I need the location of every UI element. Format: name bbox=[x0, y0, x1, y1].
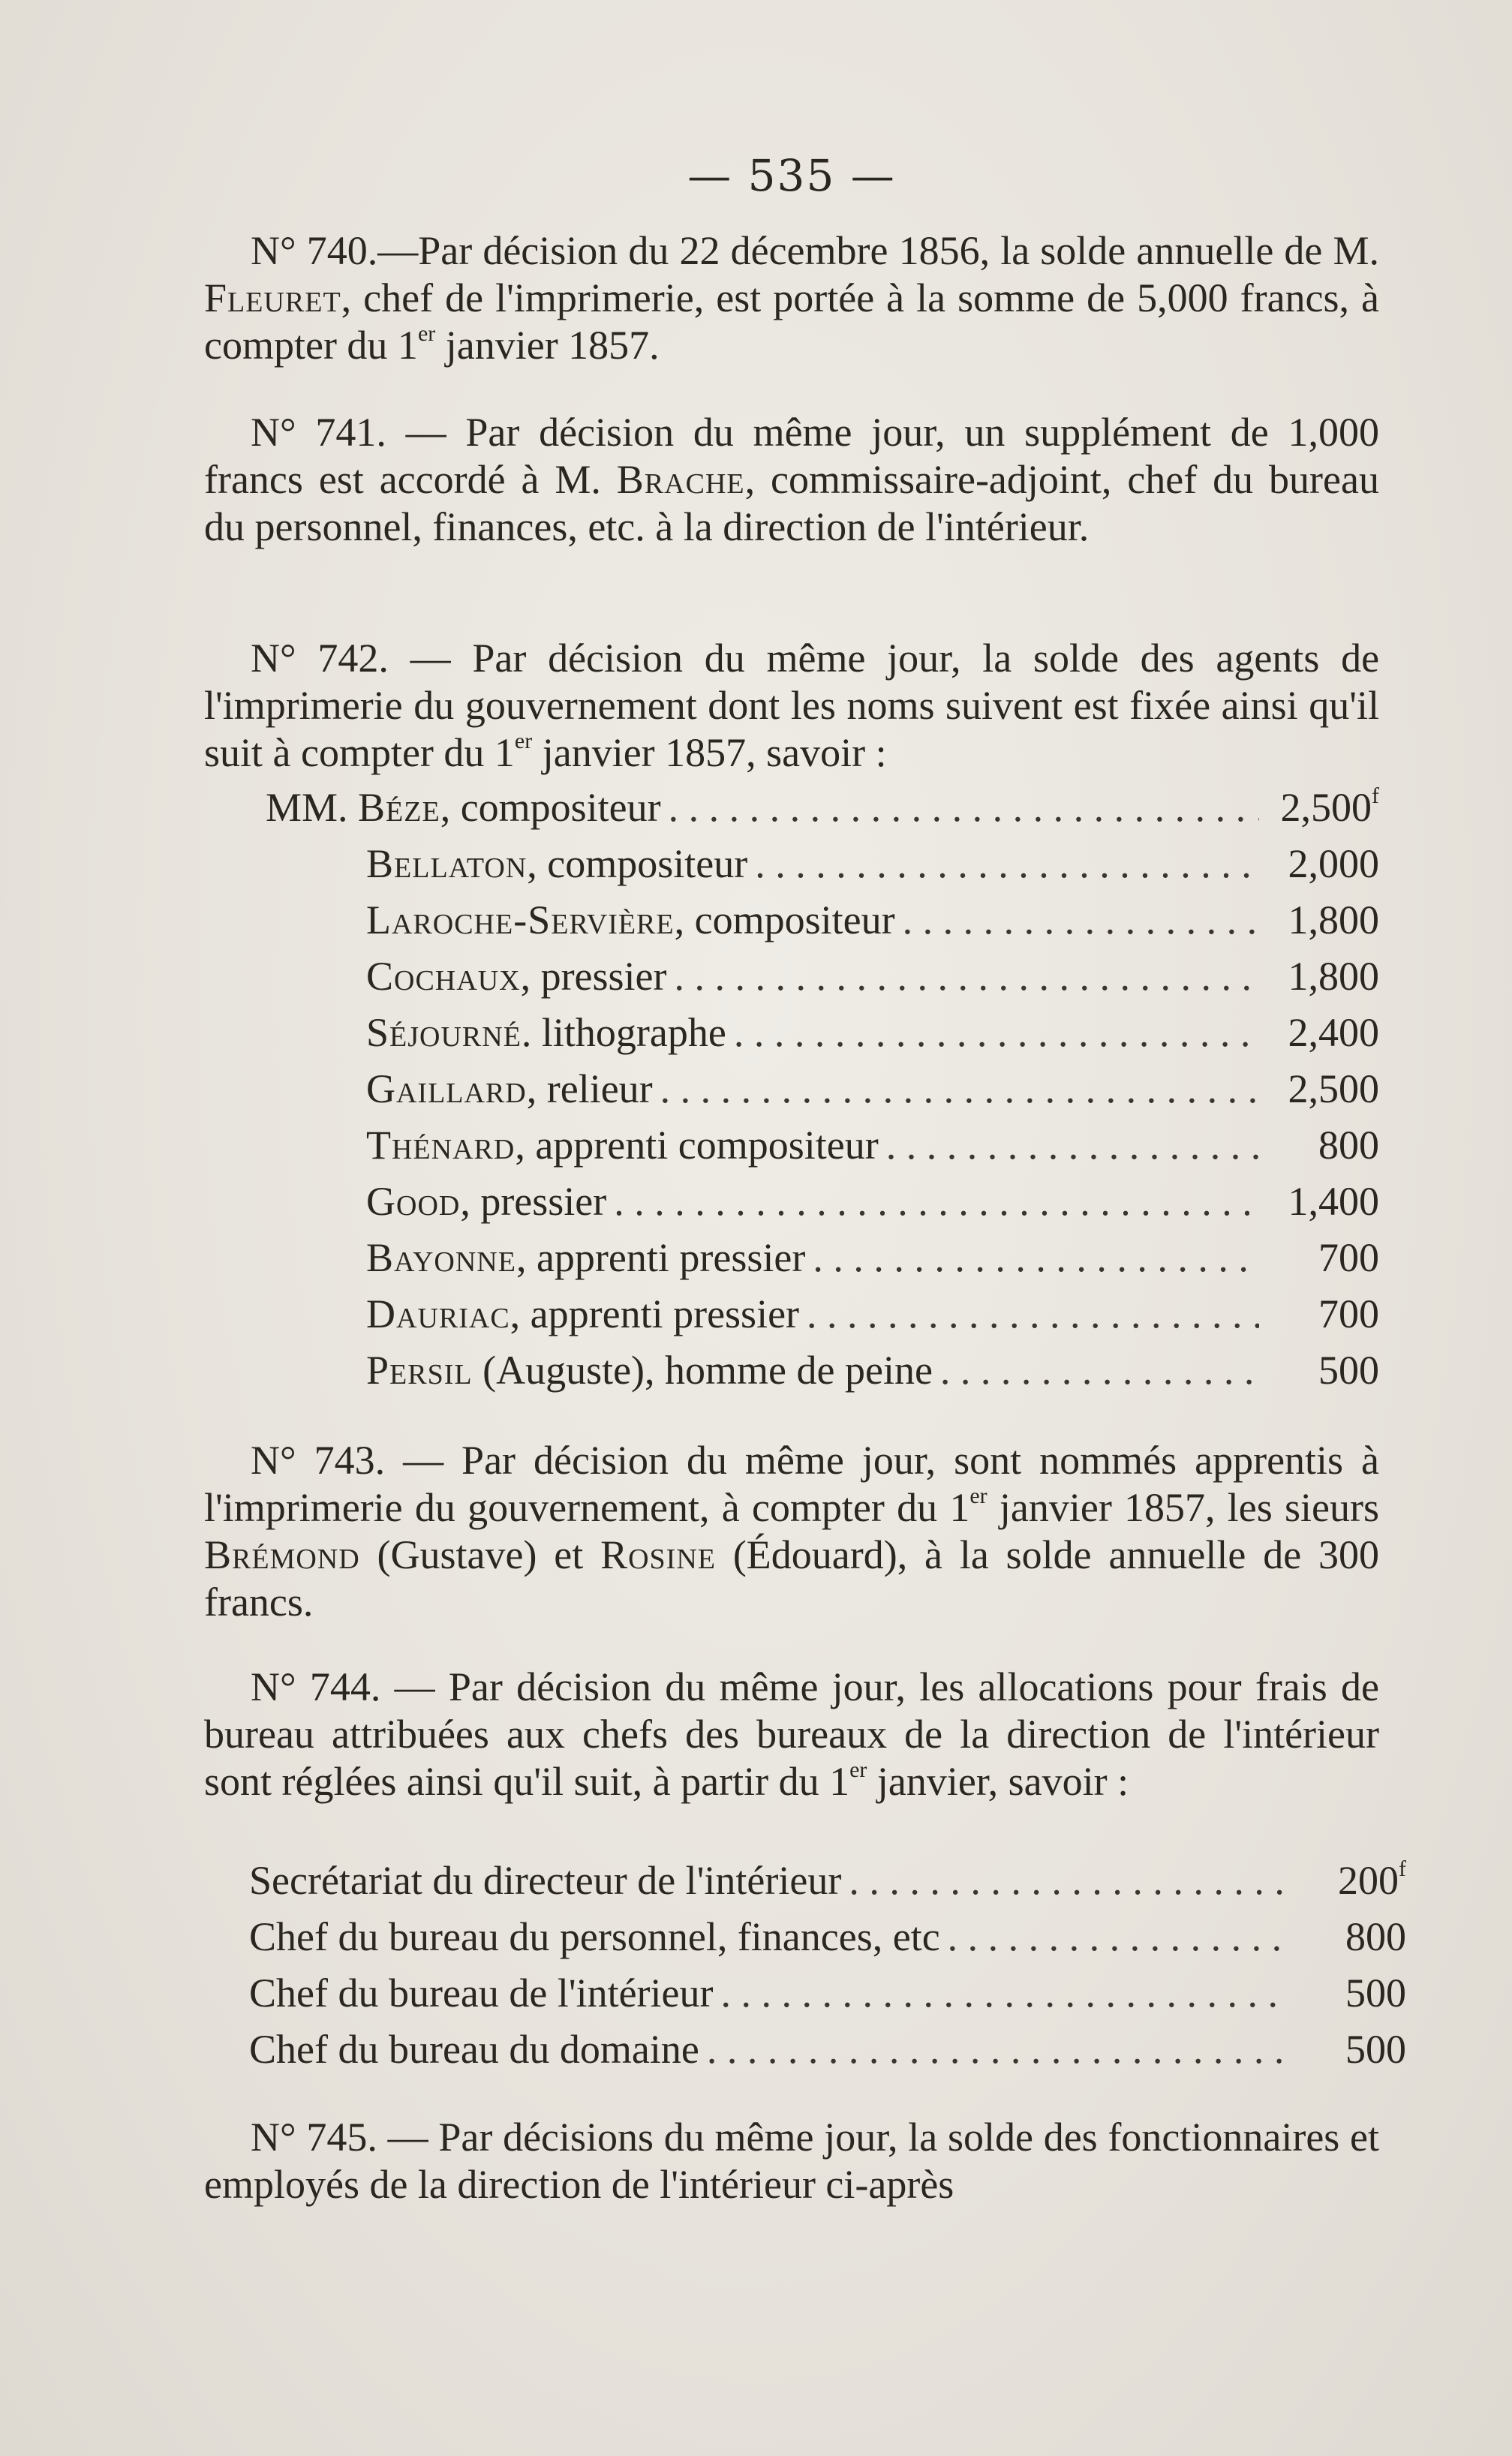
job-title: . lithographe bbox=[521, 1010, 726, 1055]
amount-value: 1,800 bbox=[1288, 954, 1379, 999]
allocation-row bbox=[204, 2026, 1406, 2082]
salary-amount bbox=[1267, 1122, 1379, 1168]
person-name: Brache bbox=[616, 457, 745, 502]
salary-name-cell bbox=[204, 1122, 879, 1168]
dot-leader bbox=[813, 1234, 1259, 1281]
dot-leader bbox=[734, 1009, 1259, 1056]
salary-list bbox=[204, 784, 1379, 1403]
job-title: , compositeur bbox=[440, 785, 661, 830]
allocation-row bbox=[204, 1857, 1406, 1913]
salary-amount bbox=[1267, 1347, 1379, 1393]
job-title: , pressier bbox=[520, 954, 667, 999]
amount-value: 800 bbox=[1318, 1123, 1379, 1168]
person-name: Béze bbox=[358, 785, 440, 830]
salary-name-cell bbox=[204, 1234, 805, 1281]
salary-name-cell bbox=[204, 840, 747, 887]
amount-value: 2,500 bbox=[1288, 1066, 1379, 1111]
salary-row bbox=[204, 1234, 1379, 1291]
dot-leader bbox=[755, 840, 1259, 887]
dot-leader bbox=[886, 1122, 1259, 1168]
allocation-row bbox=[204, 1913, 1406, 1970]
amount-value: 800 bbox=[1345, 1914, 1406, 1959]
job-title: , pressier bbox=[460, 1179, 607, 1224]
salary-row bbox=[204, 1122, 1379, 1178]
dot-leader bbox=[948, 1913, 1286, 1960]
page-number: — 535 — bbox=[687, 150, 896, 201]
salary-name-cell bbox=[204, 1066, 653, 1112]
person-name: Thénard bbox=[366, 1123, 516, 1168]
allocation-row bbox=[204, 1970, 1406, 2026]
allocation-amount bbox=[1294, 1857, 1406, 1904]
salary-row bbox=[204, 1178, 1379, 1234]
salary-name-cell bbox=[204, 784, 661, 831]
salary-amount bbox=[1267, 1066, 1379, 1112]
amount-value: 200 bbox=[1338, 1858, 1399, 1903]
dot-leader bbox=[849, 1857, 1286, 1904]
paragraph-742: N° 742. — Par décision du même jour, la solde des agents de l'imprimerie du gouvernement dont les noms suivent est fixée ainsi qu'il suit à compter du 1er janvier 1857, savoir : bbox=[204, 636, 1380, 775]
salary-row bbox=[204, 897, 1379, 953]
person-name: Séjourné bbox=[366, 1010, 522, 1055]
salary-row bbox=[204, 953, 1379, 1009]
allocation-list bbox=[204, 1857, 1406, 2082]
paragraph-number: N° 743. bbox=[251, 1438, 386, 1483]
salary-amount bbox=[1267, 1234, 1379, 1281]
salary-row bbox=[204, 1347, 1379, 1403]
salary-amount bbox=[1267, 1178, 1379, 1225]
job-title: , apprenti pressier bbox=[516, 1235, 806, 1280]
amount-value: 500 bbox=[1345, 2027, 1406, 2072]
paragraph-743: N° 743. — Par décision du même jour, sont nommés apprentis à l'imprimerie du gouvernement, à compter du 1er janvier 1857, les sieurs Brémond (Gustave) et Rosine (Édouard), à la solde annuelle de 300 francs. bbox=[204, 1438, 1380, 1625]
person-name: Fleuret bbox=[204, 275, 341, 320]
salary-name-cell bbox=[204, 1291, 799, 1337]
salary-row bbox=[204, 784, 1379, 840]
amount-value: 700 bbox=[1318, 1235, 1379, 1280]
amount-value: 500 bbox=[1345, 1971, 1406, 2016]
person-name: Good bbox=[366, 1179, 461, 1224]
job-title: , relieur bbox=[526, 1066, 653, 1111]
allocation-amount bbox=[1294, 1970, 1406, 2016]
salary-amount bbox=[1267, 1009, 1379, 1056]
allocation-label: Chef du bureau du domaine bbox=[249, 2027, 699, 2072]
currency-unit: f bbox=[1399, 1856, 1406, 1881]
amount-value: 1,800 bbox=[1288, 897, 1379, 942]
salary-amount bbox=[1267, 840, 1379, 887]
amount-value: 1,400 bbox=[1288, 1179, 1379, 1224]
amount-value: 500 bbox=[1318, 1348, 1379, 1393]
salary-row bbox=[204, 1066, 1379, 1122]
allocation-label: Chef du bureau du personnel, finances, etc bbox=[249, 1914, 940, 1959]
person-name: Rosine bbox=[600, 1532, 716, 1577]
dot-leader bbox=[807, 1291, 1259, 1337]
dot-leader bbox=[940, 1347, 1259, 1393]
job-title: , apprenti compositeur bbox=[515, 1123, 879, 1168]
salary-name-cell bbox=[204, 1178, 606, 1225]
dot-leader bbox=[614, 1178, 1259, 1225]
currency-unit: f bbox=[1372, 783, 1379, 808]
paragraph-745: N° 745. — Par décisions du même jour, la solde des fonctionnaires et employés de la direction de l'intérieur ci-après bbox=[204, 2115, 1380, 2207]
salary-row bbox=[204, 1291, 1379, 1347]
paragraph-740: N° 740.—Par décision du 22 décembre 1856, la solde annuelle de M. Fleuret, chef de l'imprimerie, est portée à la somme de 5,000 francs, à compter du 1er janvier 1857. bbox=[204, 228, 1379, 368]
salary-name-cell bbox=[204, 1347, 933, 1393]
paragraph-number: N° 745. bbox=[251, 2115, 377, 2160]
amount-value: 700 bbox=[1318, 1291, 1379, 1336]
amount-value: 2,000 bbox=[1288, 841, 1379, 886]
allocation-amount bbox=[1294, 2026, 1406, 2073]
salary-name-cell bbox=[204, 953, 667, 1000]
person-name: Brémond bbox=[204, 1532, 360, 1577]
person-name: Cochaux bbox=[366, 954, 521, 999]
salary-amount bbox=[1267, 953, 1379, 1000]
allocation-amount bbox=[1294, 1913, 1406, 1960]
dot-leader bbox=[721, 1970, 1287, 2016]
allocation-label: Chef du bureau de l'intérieur bbox=[249, 1971, 714, 2016]
salary-amount bbox=[1267, 784, 1379, 831]
dot-leader bbox=[660, 1066, 1259, 1112]
amount-value: 2,400 bbox=[1288, 1010, 1379, 1055]
paragraph-number: N° 741. bbox=[251, 410, 386, 455]
job-title: , compositeur bbox=[674, 897, 895, 942]
paragraph-741: N° 741. — Par décision du même jour, un supplément de 1,000 francs est accordé à M. Brache, commissaire-adjoint, chef du bureau du personnel, finances, etc. à la direction de l'intérieur. bbox=[204, 410, 1380, 549]
salary-amount bbox=[1267, 897, 1379, 943]
salary-name-cell bbox=[204, 897, 895, 943]
dot-leader bbox=[707, 2026, 1286, 2073]
dot-leader bbox=[903, 897, 1259, 943]
person-name: Bellaton bbox=[366, 841, 528, 886]
title-prefix: MM. bbox=[266, 785, 359, 830]
job-title: , apprenti pressier bbox=[510, 1291, 800, 1336]
person-name: Gaillard bbox=[366, 1066, 527, 1111]
salary-name-cell bbox=[204, 1009, 726, 1056]
job-title: , compositeur bbox=[527, 841, 748, 886]
allocation-label: Secrétariat du directeur de l'intérieur bbox=[249, 1858, 842, 1903]
paragraph-number: N° 744. bbox=[251, 1664, 381, 1709]
person-name: Dauriac bbox=[366, 1291, 510, 1336]
salary-amount bbox=[1267, 1291, 1379, 1337]
paragraph-number: N° 742. bbox=[251, 636, 389, 681]
paragraph-number: N° 740. bbox=[251, 228, 378, 273]
paragraph-744: N° 744. — Par décision du même jour, les allocations pour frais de bureau attribuées aux chefs des bureaux de la direction de l'intérieur sont réglées ainsi qu'il suit, à partir du 1er janvier, savoir : bbox=[204, 1664, 1380, 1804]
person-name: Laroche-Servière bbox=[366, 897, 675, 942]
dot-leader bbox=[669, 784, 1259, 831]
job-title: (Auguste), homme de peine bbox=[472, 1348, 933, 1393]
person-name: Bayonne bbox=[366, 1235, 516, 1280]
dot-leader bbox=[675, 953, 1259, 1000]
salary-row bbox=[204, 840, 1379, 897]
salary-row bbox=[204, 1009, 1379, 1066]
person-name: Persil bbox=[366, 1348, 473, 1393]
amount-value: 2,500 bbox=[1280, 785, 1372, 830]
